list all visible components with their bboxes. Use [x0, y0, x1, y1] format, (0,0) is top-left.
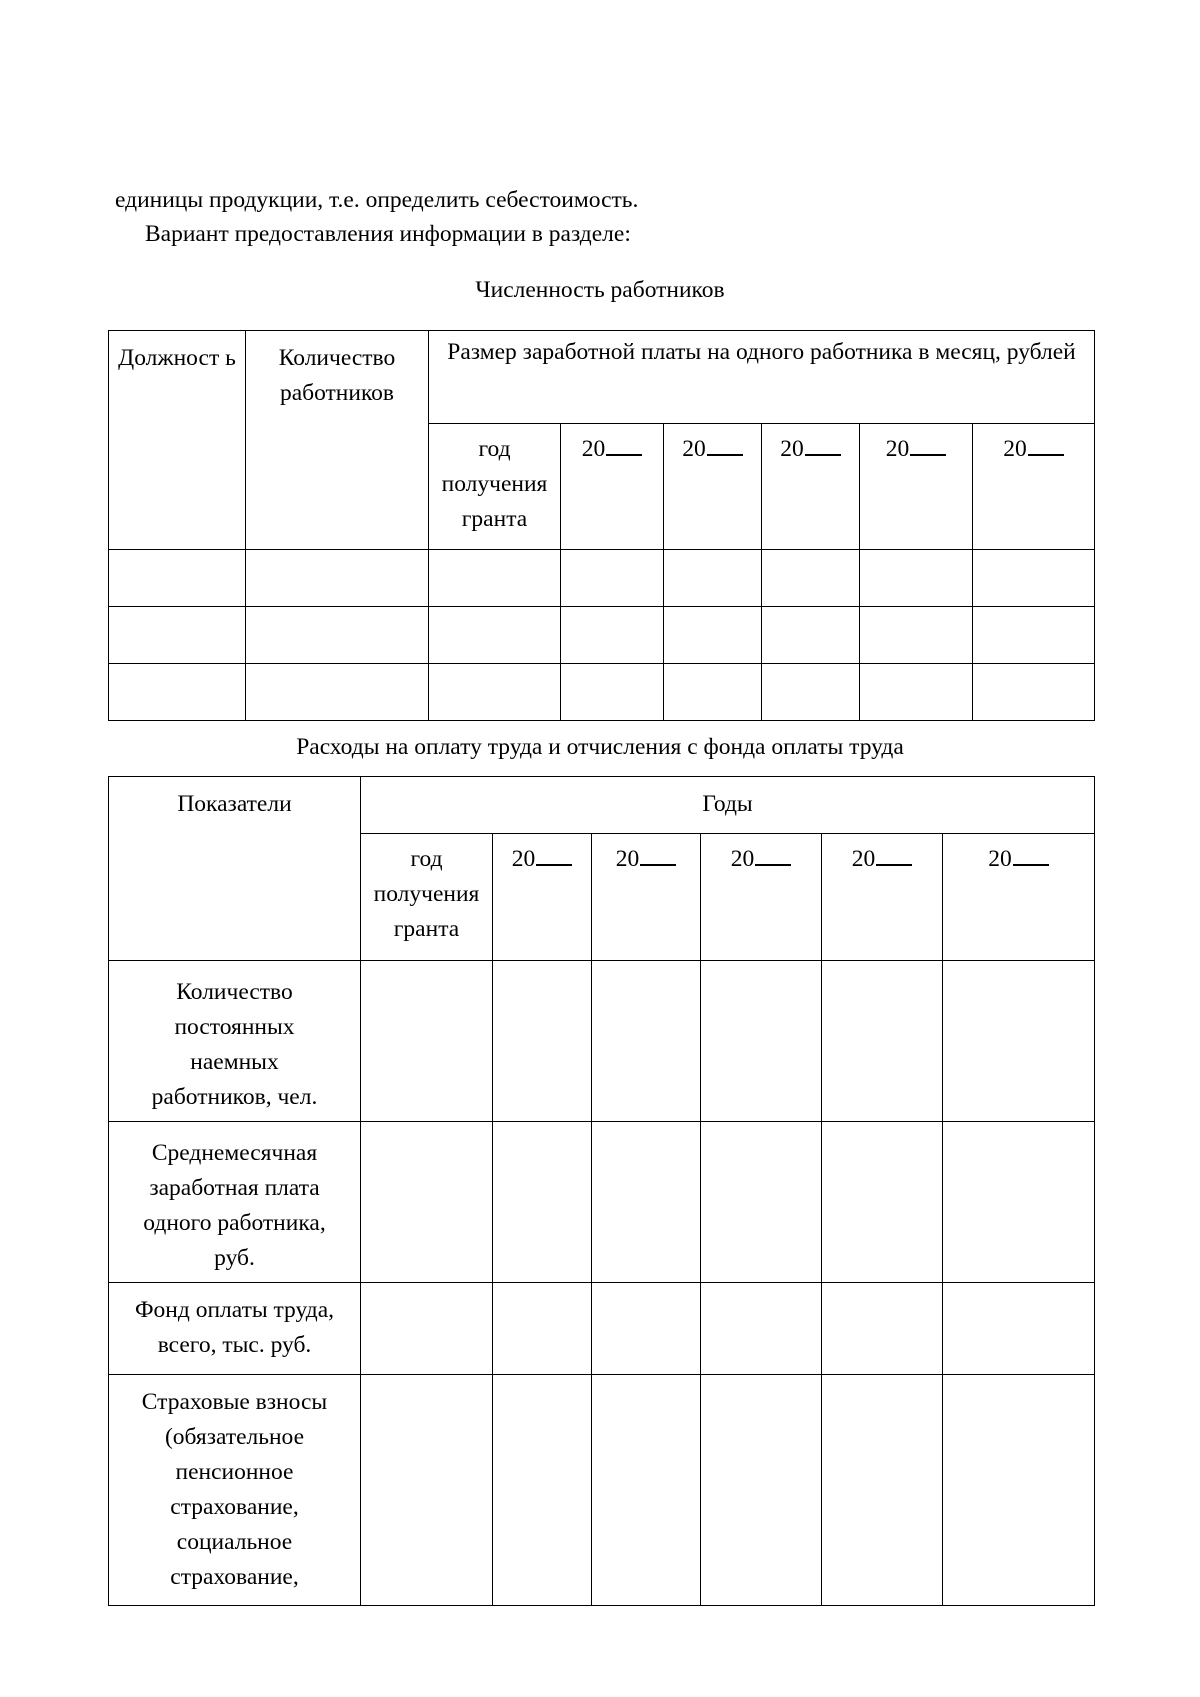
- empty-cell: [246, 607, 429, 664]
- header-year-2: 20: [664, 424, 762, 550]
- empty-cell: [561, 607, 664, 664]
- empty-cell: [361, 1375, 493, 1606]
- empty-cell: [246, 550, 429, 607]
- empty-cell: [860, 664, 973, 721]
- intro-line-1: единицы продукции, т.е. определить себестоимость.: [115, 187, 639, 213]
- header-employee-count: Количество работников: [246, 331, 429, 550]
- empty-cell: [860, 607, 973, 664]
- table-row: [109, 1122, 1095, 1283]
- table2-caption: Расходы на оплату труда и отчисления с фонда оплаты труда: [296, 734, 904, 760]
- indicator-insurance-contributions: Страховые взносы (обязательное пенсионное страхование, социальное страхование,: [109, 1375, 361, 1606]
- empty-cell: [109, 607, 246, 664]
- labor-costs-table: [108, 776, 1095, 1606]
- empty-cell: [592, 1375, 701, 1606]
- empty-cell: [561, 550, 664, 607]
- empty-cell: [361, 961, 493, 1122]
- table-row: [109, 607, 1095, 664]
- empty-cell: [664, 607, 762, 664]
- empty-cell: [973, 607, 1095, 664]
- empty-cell: [429, 550, 561, 607]
- empty-cell: [592, 1283, 701, 1375]
- empty-cell: [762, 664, 860, 721]
- table-row: [109, 1283, 1095, 1375]
- empty-cell: [361, 1283, 493, 1375]
- empty-cell: [822, 1122, 943, 1283]
- empty-cell: [701, 961, 822, 1122]
- empty-cell: [822, 1375, 943, 1606]
- empty-cell: [943, 1375, 1095, 1606]
- header-year-1: 20: [561, 424, 664, 550]
- empty-cell: [822, 961, 943, 1122]
- empty-cell: [493, 1122, 592, 1283]
- table-row: [109, 550, 1095, 607]
- empty-cell: [701, 1283, 822, 1375]
- empty-cell: [493, 1375, 592, 1606]
- header-grant-year: год получения гранта: [361, 834, 493, 961]
- empty-cell: [493, 961, 592, 1122]
- header-year-3: 20: [701, 834, 822, 961]
- table-row: [109, 664, 1095, 721]
- empty-cell: [493, 1283, 592, 1375]
- empty-cell: [664, 550, 762, 607]
- table-row: [109, 1375, 1095, 1606]
- empty-cell: [973, 664, 1095, 721]
- empty-cell: [701, 1122, 822, 1283]
- header-grant-year: год получения гранта: [429, 424, 561, 550]
- empty-cell: [822, 1283, 943, 1375]
- header-year-2: 20: [592, 834, 701, 961]
- empty-cell: [762, 550, 860, 607]
- header-year-5: 20: [973, 424, 1095, 550]
- empty-cell: [429, 607, 561, 664]
- header-indicators: Показатели: [109, 777, 361, 961]
- empty-cell: [860, 550, 973, 607]
- intro-line-2: Вариант предоставления информации в разделе:: [145, 221, 631, 247]
- header-year-1: 20: [493, 834, 592, 961]
- header-salary-group: Размер заработной платы на одного работника в месяц, рублей: [429, 331, 1095, 424]
- empty-cell: [943, 961, 1095, 1122]
- header-years-group: Годы: [361, 777, 1095, 834]
- empty-cell: [664, 664, 762, 721]
- table-row: [109, 961, 1095, 1122]
- header-year-4: 20: [860, 424, 973, 550]
- indicator-average-salary: Среднемесячная заработная плата одного работника, руб.: [109, 1122, 361, 1283]
- empty-cell: [592, 1122, 701, 1283]
- header-position: Должност ь: [109, 331, 246, 550]
- empty-cell: [943, 1283, 1095, 1375]
- header-year-4: 20: [822, 834, 943, 961]
- indicator-payroll-fund: Фонд оплаты труда, всего, тыс. руб.: [109, 1283, 361, 1375]
- empty-cell: [109, 550, 246, 607]
- empty-cell: [246, 664, 429, 721]
- header-year-3: 20: [762, 424, 860, 550]
- empty-cell: [762, 607, 860, 664]
- employees-table: [108, 330, 1095, 721]
- empty-cell: [592, 961, 701, 1122]
- header-year-5: 20: [943, 834, 1095, 961]
- empty-cell: [943, 1122, 1095, 1283]
- empty-cell: [701, 1375, 822, 1606]
- empty-cell: [973, 550, 1095, 607]
- empty-cell: [561, 664, 664, 721]
- empty-cell: [361, 1122, 493, 1283]
- empty-cell: [429, 664, 561, 721]
- indicator-employee-count: Количество постоянных наемных работников, чел.: [109, 961, 361, 1122]
- table1-caption: Численность работников: [475, 277, 725, 303]
- empty-cell: [109, 664, 246, 721]
